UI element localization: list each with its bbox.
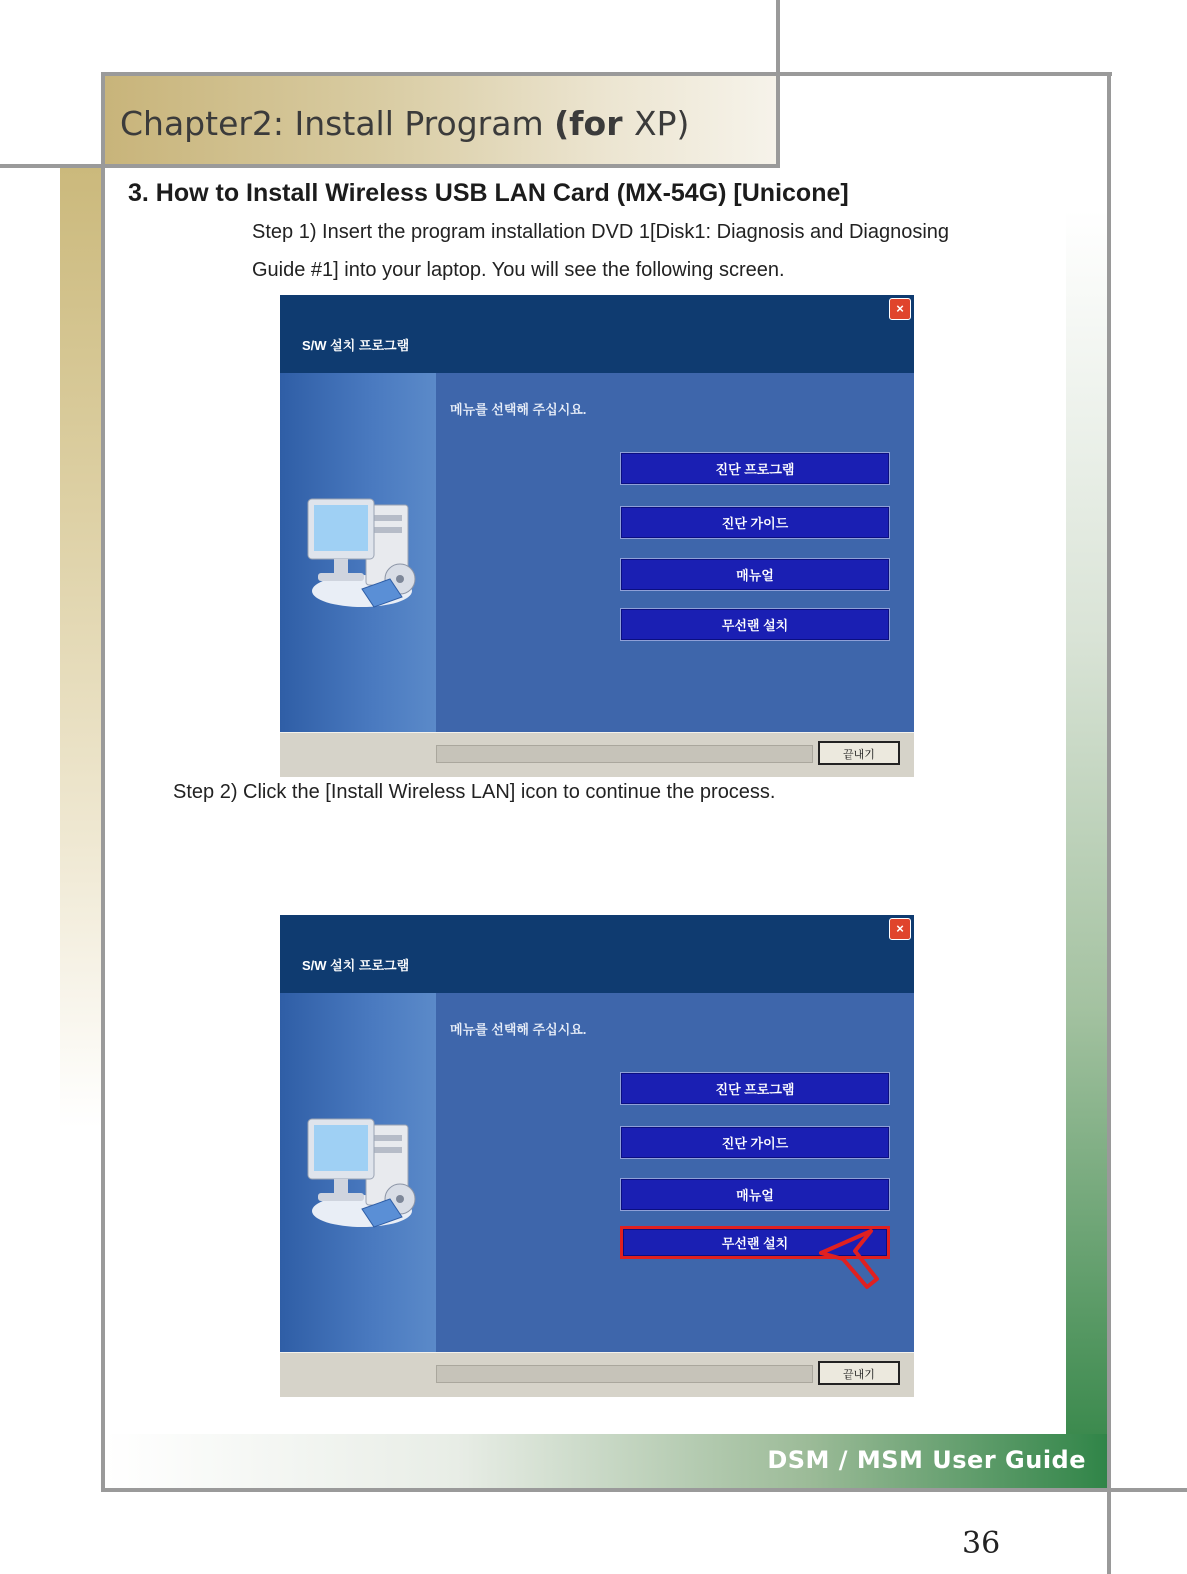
frame-line <box>101 72 105 1492</box>
close-button[interactable]: × <box>889 918 911 940</box>
step1-text-line1: Step 1) Insert the program installation DVD 1[Disk1: Diagnosis and Diagnosing <box>252 221 950 243</box>
status-bar <box>436 745 813 763</box>
window-prompt: 메뉴를 선택해 주십시요. <box>450 1022 587 1037</box>
diagnosis-guide-button[interactable]: 진단 가이드 <box>620 506 890 539</box>
frame-line <box>101 72 1112 76</box>
status-bar <box>436 1365 813 1383</box>
diagnosis-guide-button[interactable]: 진단 가이드 <box>620 1126 890 1159</box>
window-title-bar <box>280 295 914 373</box>
installer-window-screenshot-2 <box>280 915 914 1397</box>
window-prompt: 메뉴를 선택해 주십시요. <box>450 402 587 417</box>
frame-line <box>776 0 780 168</box>
install-wireless-lan-button-highlighted[interactable]: 무선랜 설치 <box>620 1226 890 1259</box>
close-button[interactable]: × <box>889 298 911 320</box>
window-bottom-bar <box>280 1352 914 1397</box>
footer-text: DSM / MSM User Guide <box>767 1446 1086 1474</box>
installer-window-screenshot-1 <box>280 295 914 777</box>
computer-icon <box>304 1113 424 1233</box>
manual-button[interactable]: 매뉴얼 <box>620 1178 890 1211</box>
install-wireless-lan-button[interactable]: 무선랜 설치 <box>620 608 890 641</box>
window-bottom-bar <box>280 732 914 777</box>
frame-line <box>0 164 780 168</box>
window-title: S/W 설치 프로그램 <box>302 958 410 973</box>
chapter-title: Chapter2: Install Program (for XP) <box>120 104 690 143</box>
page-number: 36 <box>962 1526 1001 1561</box>
manual-button[interactable]: 매뉴얼 <box>620 558 890 591</box>
computer-icon <box>304 493 424 613</box>
chapter-header <box>104 76 776 164</box>
left-gradient-band <box>60 168 105 1128</box>
frame-line <box>1107 72 1111 1574</box>
section-title: 3. How to Install Wireless USB LAN Card (MX-54G) [Unicone] <box>128 179 849 207</box>
exit-button[interactable]: 끝내기 <box>818 741 900 765</box>
exit-button[interactable]: 끝내기 <box>818 1361 900 1385</box>
step1-text-line2: Guide #1] into your laptop. You will see the following screen. <box>252 259 785 281</box>
right-gradient-band <box>1066 210 1110 1435</box>
window-title: S/W 설치 프로그램 <box>302 338 410 353</box>
diagnosis-program-button[interactable]: 진단 프로그램 <box>620 1072 890 1105</box>
frame-line <box>101 1488 1187 1492</box>
window-title-bar <box>280 915 914 993</box>
diagnosis-program-button[interactable]: 진단 프로그램 <box>620 452 890 485</box>
pointer-arrow-icon <box>815 1225 905 1295</box>
step2-text: Step 2) Click the [Install Wireless LAN] icon to continue the process. <box>173 781 776 803</box>
